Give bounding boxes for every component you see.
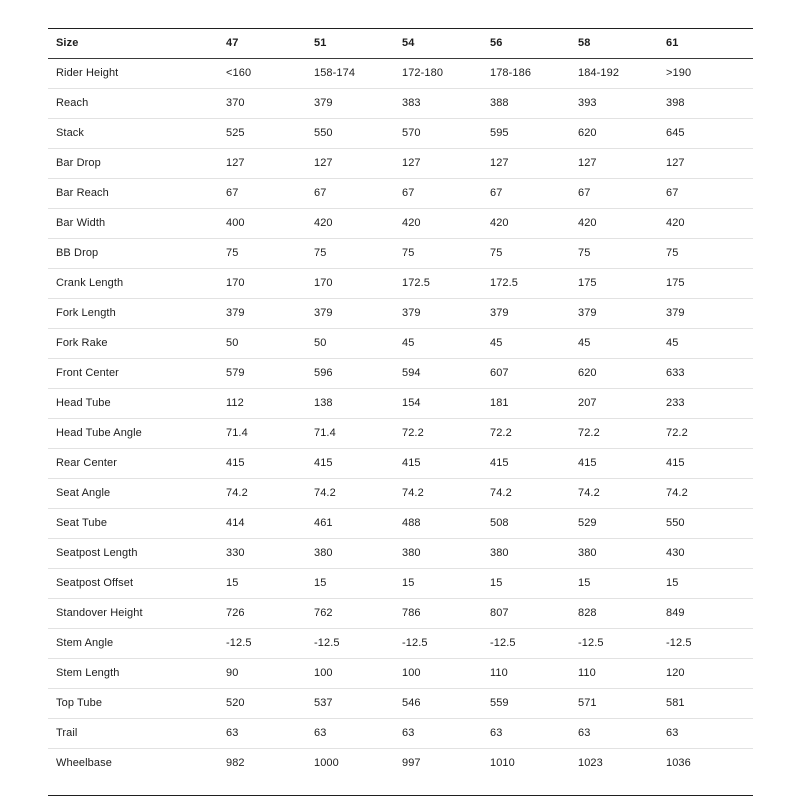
cell-value: 380	[578, 547, 597, 559]
cell-value: 579	[226, 367, 245, 379]
cell-value: 45	[402, 337, 415, 349]
table-row	[48, 538, 753, 568]
cell-value: 15	[490, 577, 503, 589]
size-column-header: Size	[56, 37, 79, 50]
cell-value: 415	[402, 457, 421, 469]
row-label: Crank Length	[56, 277, 124, 289]
table-row	[48, 268, 753, 298]
row-label: Seatpost Offset	[56, 577, 134, 589]
cell-value: 762	[314, 607, 333, 619]
cell-value: 112	[226, 397, 244, 409]
cell-value: 75	[578, 247, 591, 259]
row-label: Stem Length	[56, 667, 120, 679]
cell-value: 100	[402, 667, 421, 679]
table-row	[48, 328, 753, 358]
cell-value: 74.2	[490, 487, 512, 499]
cell-value: 72.2	[402, 427, 424, 439]
cell-value: 72.2	[578, 427, 600, 439]
cell-value: 430	[666, 547, 685, 559]
row-label: Bar Width	[56, 217, 106, 229]
cell-value: 63	[226, 727, 239, 739]
row-label: Fork Rake	[56, 337, 108, 349]
cell-value: 127	[578, 157, 597, 169]
row-label: Head Tube	[56, 397, 111, 409]
cell-value: 63	[314, 727, 327, 739]
cell-value: -12.5	[578, 637, 604, 649]
cell-value: 127	[402, 157, 421, 169]
row-label: Rider Height	[56, 67, 119, 79]
cell-value: 67	[402, 187, 415, 199]
cell-value: 508	[490, 517, 509, 529]
cell-value: 398	[666, 97, 685, 109]
cell-value: 559	[490, 697, 509, 709]
cell-value: 400	[226, 217, 245, 229]
cell-value: 15	[226, 577, 239, 589]
cell-value: 550	[314, 127, 333, 139]
cell-value: 110	[578, 667, 596, 679]
column-header: 58	[578, 37, 591, 50]
table-row	[48, 748, 753, 778]
cell-value: 461	[314, 517, 333, 529]
cell-value: 172.5	[402, 277, 431, 289]
cell-value: 546	[402, 697, 421, 709]
cell-value: 415	[314, 457, 333, 469]
cell-value: 45	[666, 337, 679, 349]
cell-value: 71.4	[226, 427, 248, 439]
cell-value: 420	[314, 217, 333, 229]
table-row	[48, 208, 753, 238]
cell-value: 997	[402, 757, 421, 770]
row-label: Front Center	[56, 367, 119, 379]
row-label: Reach	[56, 97, 89, 109]
cell-value: 75	[314, 247, 327, 259]
cell-value: 620	[578, 127, 597, 139]
table-row	[48, 688, 753, 718]
row-label: BB Drop	[56, 247, 99, 259]
table-row	[48, 298, 753, 328]
cell-value: 67	[490, 187, 503, 199]
row-label: Wheelbase	[56, 757, 112, 770]
cell-value: 383	[402, 97, 421, 109]
cell-value: 420	[666, 217, 685, 229]
cell-value: 127	[666, 157, 685, 169]
cell-value: 72.2	[666, 427, 688, 439]
row-label: Standover Height	[56, 607, 143, 619]
cell-value: 75	[226, 247, 239, 259]
cell-value: 807	[490, 607, 509, 619]
cell-value: 127	[314, 157, 333, 169]
table-body	[48, 58, 753, 778]
cell-value: 380	[402, 547, 421, 559]
cell-value: 537	[314, 697, 333, 709]
row-label: Stem Angle	[56, 637, 114, 649]
cell-value: 645	[666, 127, 685, 139]
cell-value: 74.2	[578, 487, 600, 499]
row-label: Seat Angle	[56, 487, 111, 499]
cell-value: 120	[666, 667, 685, 679]
column-header: 56	[490, 37, 503, 50]
cell-value: 127	[226, 157, 245, 169]
table-row	[48, 358, 753, 388]
cell-value: 178-186	[490, 67, 532, 79]
column-header: 61	[666, 37, 679, 50]
cell-value: 570	[402, 127, 421, 139]
cell-value: -12.5	[314, 637, 340, 649]
row-label: Bar Reach	[56, 187, 109, 199]
table-row	[48, 568, 753, 598]
cell-value: 100	[314, 667, 333, 679]
cell-value: 71.4	[314, 427, 336, 439]
row-label: Head Tube Angle	[56, 427, 142, 439]
cell-value: 75	[666, 247, 679, 259]
cell-value: >190	[666, 67, 692, 79]
header-row	[48, 29, 753, 58]
table-row	[48, 118, 753, 148]
cell-value: 15	[666, 577, 679, 589]
cell-value: 50	[226, 337, 239, 349]
row-label: Fork Length	[56, 307, 116, 319]
column-header: 47	[226, 37, 239, 50]
table-row	[48, 418, 753, 448]
cell-value: 74.2	[666, 487, 688, 499]
cell-value: 74.2	[226, 487, 248, 499]
cell-value: 420	[578, 217, 597, 229]
cell-value: 380	[490, 547, 509, 559]
cell-value: 415	[226, 457, 245, 469]
cell-value: 379	[314, 97, 333, 109]
row-label: Seatpost Length	[56, 547, 138, 559]
cell-value: 1023	[578, 757, 603, 770]
cell-value: 415	[490, 457, 509, 469]
cell-value: 786	[402, 607, 421, 619]
cell-value: 420	[490, 217, 509, 229]
cell-value: 127	[490, 157, 509, 169]
cell-value: 529	[578, 517, 597, 529]
table-row	[48, 658, 753, 688]
row-label: Stack	[56, 127, 85, 139]
cell-value: 233	[666, 397, 685, 409]
cell-value: 415	[666, 457, 685, 469]
cell-value: 184-192	[578, 67, 620, 79]
cell-value: 1000	[314, 757, 339, 770]
cell-value: 620	[578, 367, 597, 379]
cell-value: 45	[490, 337, 503, 349]
cell-value: 207	[578, 397, 597, 409]
cell-value: 379	[314, 307, 333, 319]
cell-value: 607	[490, 367, 509, 379]
cell-value: 330	[226, 547, 245, 559]
cell-value: 172-180	[402, 67, 444, 79]
column-header: 54	[402, 37, 415, 50]
table-row	[48, 598, 753, 628]
cell-value: 370	[226, 97, 245, 109]
cell-value: 50	[314, 337, 327, 349]
cell-value: 181	[490, 397, 509, 409]
cell-value: 158-174	[314, 67, 356, 79]
cell-value: 1010	[490, 757, 515, 770]
cell-value: 595	[490, 127, 509, 139]
cell-value: 581	[666, 697, 685, 709]
cell-value: 74.2	[402, 487, 424, 499]
cell-value: 45	[578, 337, 591, 349]
row-label: Trail	[56, 727, 78, 739]
cell-value: 67	[578, 187, 591, 199]
cell-value: 63	[578, 727, 591, 739]
cell-value: 414	[226, 517, 245, 529]
cell-value: 415	[578, 457, 597, 469]
cell-value: 379	[666, 307, 685, 319]
cell-value: 170	[226, 277, 245, 289]
table-row	[48, 508, 753, 538]
column-header: 51	[314, 37, 327, 50]
cell-value: 1036	[666, 757, 691, 770]
cell-value: 90	[226, 667, 239, 679]
cell-value: 63	[490, 727, 503, 739]
cell-value: 379	[490, 307, 509, 319]
cell-value: 15	[578, 577, 591, 589]
cell-value: 379	[578, 307, 597, 319]
cell-value: 63	[402, 727, 415, 739]
cell-value: 393	[578, 97, 597, 109]
cell-value: 982	[226, 757, 245, 770]
cell-value: -12.5	[490, 637, 516, 649]
table-row	[48, 58, 753, 88]
geometry-table-container	[48, 28, 753, 796]
cell-value: 380	[314, 547, 333, 559]
table-row	[48, 238, 753, 268]
table-row	[48, 448, 753, 478]
row-label: Top Tube	[56, 697, 103, 709]
cell-value: 75	[490, 247, 503, 259]
row-label: Bar Drop	[56, 157, 101, 169]
cell-value: 74.2	[314, 487, 336, 499]
cell-value: -12.5	[226, 637, 252, 649]
cell-value: 379	[226, 307, 245, 319]
table-header	[48, 29, 753, 58]
cell-value: 175	[578, 277, 597, 289]
cell-value: 110	[490, 667, 508, 679]
geometry-table	[48, 29, 753, 778]
cell-value: 154	[402, 397, 421, 409]
table-row	[48, 478, 753, 508]
cell-value: 594	[402, 367, 421, 379]
cell-value: 15	[314, 577, 327, 589]
cell-value: <160	[226, 67, 252, 79]
cell-value: 67	[226, 187, 239, 199]
cell-value: 726	[226, 607, 245, 619]
cell-value: -12.5	[402, 637, 428, 649]
cell-value: 571	[578, 697, 597, 709]
cell-value: 138	[314, 397, 333, 409]
cell-value: 15	[402, 577, 415, 589]
cell-value: 72.2	[490, 427, 512, 439]
table-row	[48, 718, 753, 748]
cell-value: 828	[578, 607, 597, 619]
cell-value: 379	[402, 307, 421, 319]
cell-value: 596	[314, 367, 333, 379]
cell-value: 520	[226, 697, 245, 709]
cell-value: 175	[666, 277, 685, 289]
cell-value: 388	[490, 97, 509, 109]
cell-value: 488	[402, 517, 421, 529]
cell-value: 63	[666, 727, 679, 739]
cell-value: 633	[666, 367, 685, 379]
cell-value: 550	[666, 517, 685, 529]
cell-value: 67	[666, 187, 679, 199]
table-row	[48, 148, 753, 178]
table-row	[48, 178, 753, 208]
cell-value: 420	[402, 217, 421, 229]
table-row	[48, 628, 753, 658]
cell-value: 170	[314, 277, 333, 289]
table-row	[48, 388, 753, 418]
cell-value: 75	[402, 247, 415, 259]
cell-value: 172.5	[490, 277, 519, 289]
row-label: Rear Center	[56, 457, 118, 469]
row-label: Seat Tube	[56, 517, 108, 529]
cell-value: 849	[666, 607, 685, 619]
table-row	[48, 88, 753, 118]
cell-value: -12.5	[666, 637, 692, 649]
cell-value: 525	[226, 127, 245, 139]
cell-value: 67	[314, 187, 327, 199]
